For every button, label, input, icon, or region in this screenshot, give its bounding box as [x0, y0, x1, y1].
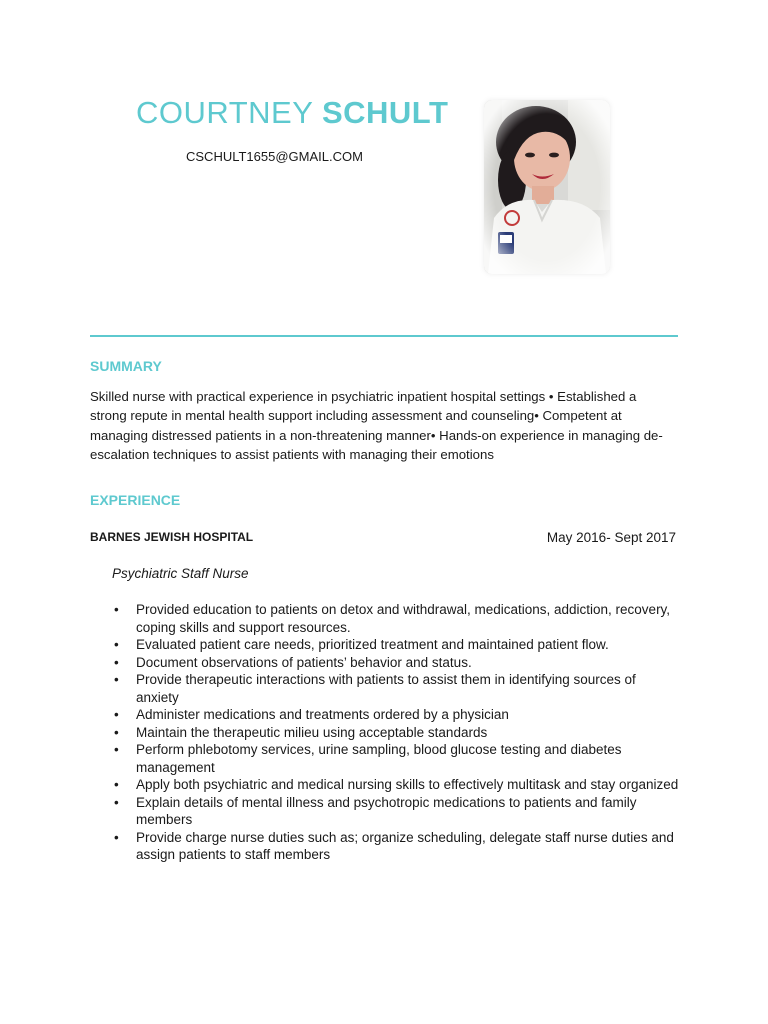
- bullet-icon: •: [114, 672, 119, 687]
- duty-item: [112, 794, 682, 829]
- bullet-icon: •: [114, 794, 119, 810]
- email-address: CSCHULT1655@GMAIL.COM: [186, 149, 363, 164]
- duty-item: [112, 636, 682, 654]
- employment-dates: May 2016- Sept 2017: [546, 530, 676, 545]
- duty-item: [112, 724, 682, 742]
- duty-item: [112, 671, 682, 706]
- profile-photo: [484, 100, 610, 274]
- duties-list: [112, 601, 682, 864]
- employer-name: BARNES JEWISH HOSPITAL: [90, 530, 254, 544]
- duty-text: Provided education to patients on detox and withdrawal, medications, addiction, recovery, coping skills and support resources.: [136, 602, 671, 635]
- summary-heading: SUMMARY: [90, 358, 162, 374]
- duty-item: [112, 601, 682, 636]
- duty-text: Maintain the therapeutic milieu using acceptable standards: [136, 724, 488, 740]
- candidate-name: [136, 95, 448, 131]
- job-title: Psychiatric Staff Nurse: [112, 566, 249, 581]
- bullet-icon: •: [114, 707, 119, 722]
- bullet-icon: •: [114, 742, 119, 757]
- bullet-icon: •: [114, 724, 119, 740]
- duty-item: [112, 741, 682, 776]
- duty-text: Apply both psychiatric and medical nursing skills to effectively multitask and stay organized: [136, 777, 679, 792]
- duty-text: Provide therapeutic interactions with patients to assist them in identifying sources of anxiety: [136, 672, 636, 705]
- duty-text: Evaluated patient care needs, prioritized treatment and maintained patient flow.: [136, 637, 609, 652]
- duty-item: [112, 776, 682, 794]
- experience-heading: EXPERIENCE: [90, 492, 181, 508]
- duty-text: Administer medications and treatments ordered by a physician: [136, 707, 509, 722]
- duty-text: Explain details of mental illness and psychotropic medications to patients and family members: [136, 794, 637, 827]
- summary-text: Skilled nurse with practical experience in psychiatric inpatient hospital settings • Established a strong repute in mental health support including assessment and counseling• Competent at managing distressed patients in a non-threatening manner• Hands-on experience in managing de-escalation techniques to assist patients with managing their emotions: [90, 389, 663, 463]
- duty-item: [112, 654, 682, 672]
- bullet-icon: •: [114, 829, 119, 845]
- header-divider: [90, 335, 678, 337]
- bullet-icon: •: [114, 637, 119, 652]
- first-name: COURTNEY: [136, 95, 313, 130]
- duty-text: Document observations of patients’ behavior and status.: [136, 654, 472, 670]
- bullet-icon: •: [114, 777, 119, 792]
- duty-item: [112, 706, 682, 724]
- bullet-icon: •: [114, 602, 119, 617]
- duty-text: Perform phlebotomy services, urine sampling, blood glucose testing and diabetes management: [136, 742, 622, 775]
- bullet-icon: •: [114, 654, 119, 670]
- last-name: SCHULT: [321, 95, 449, 130]
- duty-text: Provide charge nurse duties such as; organize scheduling, delegate staff nurse duties and assign patients to staff members: [136, 829, 674, 862]
- duty-item: [112, 829, 682, 864]
